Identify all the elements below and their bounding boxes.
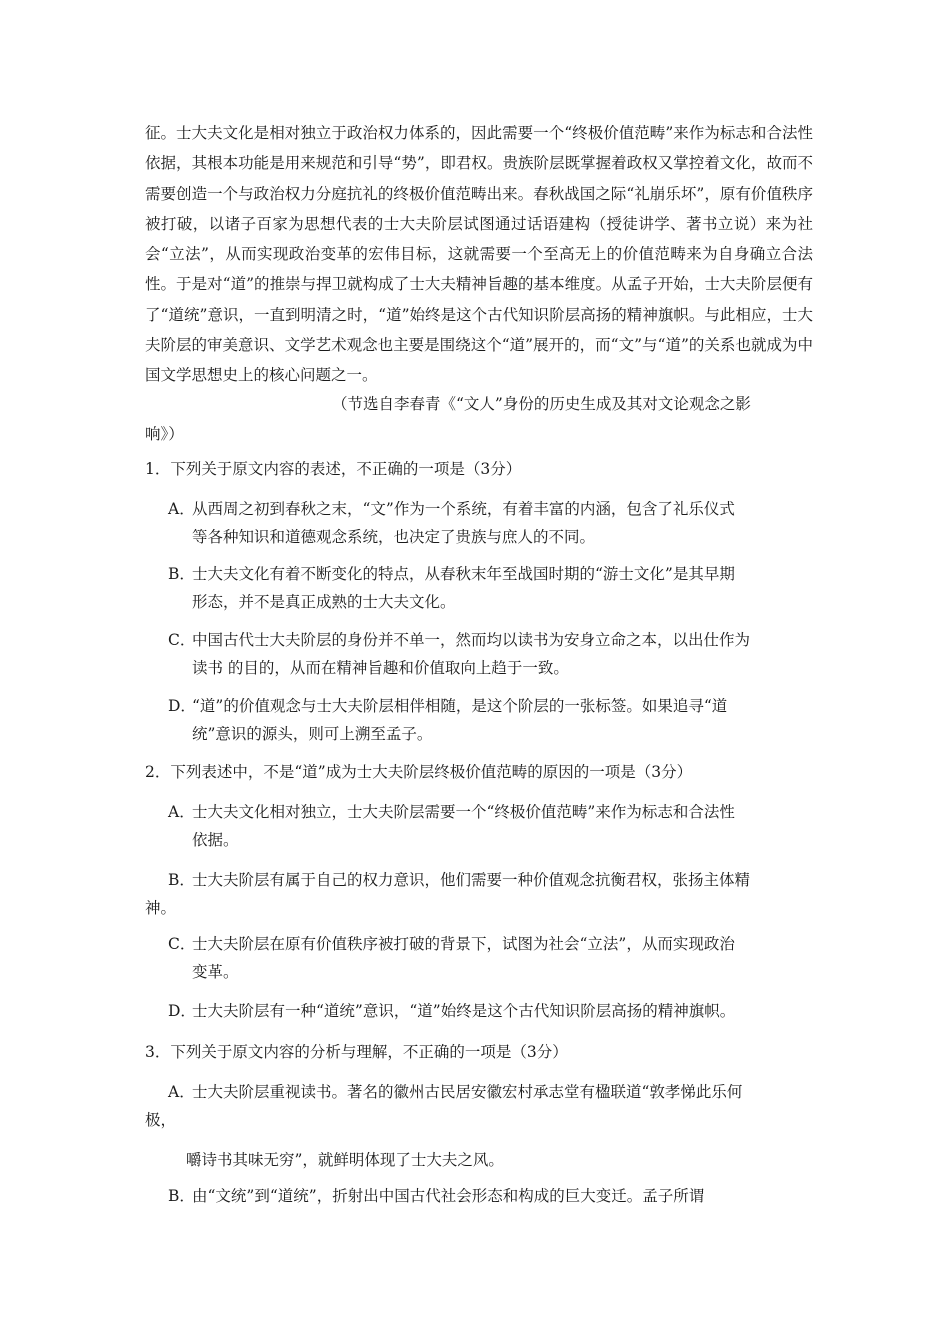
- option-text-line-2: 等各种知识和道德观念系统，也决定了贵族与庶人的不同。: [192, 528, 596, 546]
- option-text-line-1: 士大夫阶层有一种“道统”意识，“道”始终是这个古代知识阶层高扬的精神旗帜。: [192, 1002, 736, 1020]
- question-1-option-a: [168, 495, 813, 551]
- option-text-line-2: 读书 的目的，从而在精神旨趣和价值取向上趋于一致。: [192, 659, 569, 677]
- option-text-line-2: 极，: [145, 1111, 177, 1129]
- option-label: B．: [168, 871, 195, 889]
- question-2-option-c: [168, 930, 813, 986]
- option-label: D．: [168, 697, 196, 715]
- question-3-stem: 3．下列关于原文内容的分析与理解，不正确的一项是（3分）: [145, 1043, 568, 1061]
- option-text-line-1: 士大夫文化有着不断变化的特点，从春秋末年至战国时期的“游士文化”是其早期: [192, 565, 735, 583]
- passage-paragraph: 征。士大夫文化是相对独立于政治权力体系的，因此需要一个“终极价值范畴”来作为标志和合法性依据，其根本功能是用来规范和引导“势”，即君权。贵族阶层既掌握着政权又掌控着文化，故而不需要创造一个与政治权力分庭抗礼的终极价值范畴出来。春秋战国之际“礼崩乐坏”，原有价值秩序被打破，以诸子百家为思想代表的士大夫阶层试图通过话语建构（授徒讲学、著书立说）来为社会“立法”，从而实现政治变革的宏伟目标，这就需要一个至高无上的价值范畴来为自身确立合法性。于是对“道”的推崇与捍卫就构成了士大夫精神旨趣的基本维度。从孟子开始，士大夫阶层便有了“道统”意识，一直到明清之时，“道”始终是这个古代知识阶层高扬的精神旗帜。与此相应，士大夫阶层的审美意识、文学艺术观念也主要是围绕这个“道”展开的，而“文”与“道”的关系也就成为中国文学思想史上的核心问题之一。: [145, 124, 813, 385]
- option-text-line-2: 依据。: [192, 831, 239, 849]
- option-text-line-1: 士大夫阶层有属于自己的权力意识，他们需要一种价值观念抗衡君权，张扬主体精: [192, 871, 751, 889]
- question-2-option-d: [168, 997, 813, 1025]
- source-line-1: （节选自李春青《“文人”身份的历史生成及其对文论观念之影: [332, 395, 751, 413]
- option-label: C．: [168, 631, 196, 649]
- option-label: C．: [168, 935, 196, 953]
- question-2-option-b: [145, 866, 813, 922]
- option-label: A．: [168, 1083, 195, 1101]
- option-text-line-2: 形态，并不是真正成熟的士大夫文化。: [192, 593, 456, 611]
- option-label: A．: [168, 803, 195, 821]
- option-text-line-2: 神。: [145, 899, 177, 917]
- option-label: A．: [168, 500, 195, 518]
- question-1-option-c: [168, 626, 813, 682]
- option-text-line-2: 统”意识的源头，则可上溯至孟子。: [192, 725, 433, 743]
- option-text-line-1: 中国古代士大夫阶层的身份并不单一，然而均以读书为安身立命之本，以出仕作为: [192, 631, 751, 649]
- option-text-line-2: 变革。: [192, 963, 239, 981]
- question-3-option-a-line-3: 嚼诗书其味无穷”，就鲜明体现了士大夫之风。: [186, 1151, 504, 1169]
- question-1-stem: 1．下列关于原文内容的表述，不正确的一项是（3分）: [145, 460, 522, 478]
- option-label: D．: [168, 1002, 196, 1020]
- option-text-line-1: 从西周之初到春秋之末，“文”作为一个系统，有着丰富的内涵，包含了礼乐仪式: [192, 500, 735, 518]
- option-text-line-1: 士大夫文化相对独立，士大夫阶层需要一个“终极价值范畴”来作为标志和合法性: [192, 803, 735, 821]
- option-text-line-1: 由“文统”到“道统”，折射出中国古代社会形态和构成的巨大变迁。孟子所谓: [192, 1187, 705, 1205]
- option-label: B．: [168, 565, 195, 583]
- question-1-option-d: [168, 692, 813, 748]
- question-2-option-a: [168, 798, 813, 854]
- question-3-option-a: [145, 1078, 813, 1134]
- source-citation: [145, 389, 813, 449]
- question-3-option-b: [168, 1182, 813, 1210]
- question-1-option-b: [168, 560, 813, 616]
- option-text-line-1: 士大夫阶层在原有价值秩序被打破的背景下，试图为社会“立法”，从而实现政治: [192, 935, 735, 953]
- question-2-stem: 2．下列表述中，不是“道”成为士大夫阶层终极价值范畴的原因的一项是（3分）: [145, 763, 693, 781]
- option-text-line-1: “道”的价值观念与士大夫阶层相伴相随，是这个阶层的一张标签。如果追寻“道: [192, 697, 728, 715]
- source-line-2: 响》）: [145, 425, 184, 443]
- option-text-line-1: 士大夫阶层重视读书。著名的徽州古民居安徽宏村承志堂有楹联道“敦孝悌此乐何: [192, 1083, 743, 1101]
- option-label: B．: [168, 1187, 195, 1205]
